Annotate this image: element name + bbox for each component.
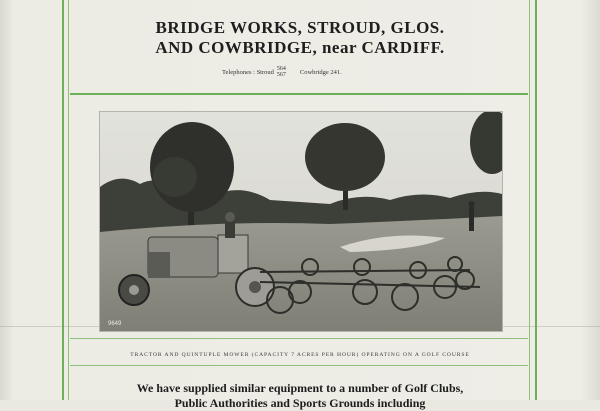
left-inner-rule: [68, 0, 69, 400]
stroud-number: 564: [276, 66, 286, 72]
left-border-rule: [62, 0, 64, 400]
telephones-label: Telephones : Stroud: [222, 68, 274, 76]
telephone-line: [222, 66, 342, 78]
plate-number: 9649: [108, 321, 122, 327]
caption-divider-rule: [70, 338, 528, 339]
address-line-2: AND COWBRIDGE, near CARDIFF.: [155, 38, 445, 57]
cowbridge-label: Cowbridge 241.: [299, 68, 342, 76]
photo-caption: TRACTOR AND QUINTUPLE MOWER (CAPACITY 7 ACRES PER HOUR) OPERATING ON A GOLF COURSE: [130, 352, 470, 358]
tree-center-canopy: [305, 123, 385, 191]
body-text-line-1: We have supplied similar equipment to a number of Golf Clubs,: [136, 381, 464, 395]
photo-illustration: [100, 112, 502, 331]
golfer-figure: [469, 207, 474, 231]
header-divider-rule: [70, 93, 528, 95]
tractor-mower-photograph: [99, 111, 503, 332]
body-text-line-2: Public Authorities and Sports Grounds including: [174, 396, 426, 410]
right-inner-rule: [529, 0, 530, 400]
stroud-number: 567: [276, 72, 286, 78]
stroud-numbers: [277, 66, 286, 78]
body-divider-rule: [70, 365, 528, 366]
right-border-rule: [535, 0, 537, 400]
address-line-1: BRIDGE WORKS, STROUD, GLOS.: [155, 18, 445, 37]
